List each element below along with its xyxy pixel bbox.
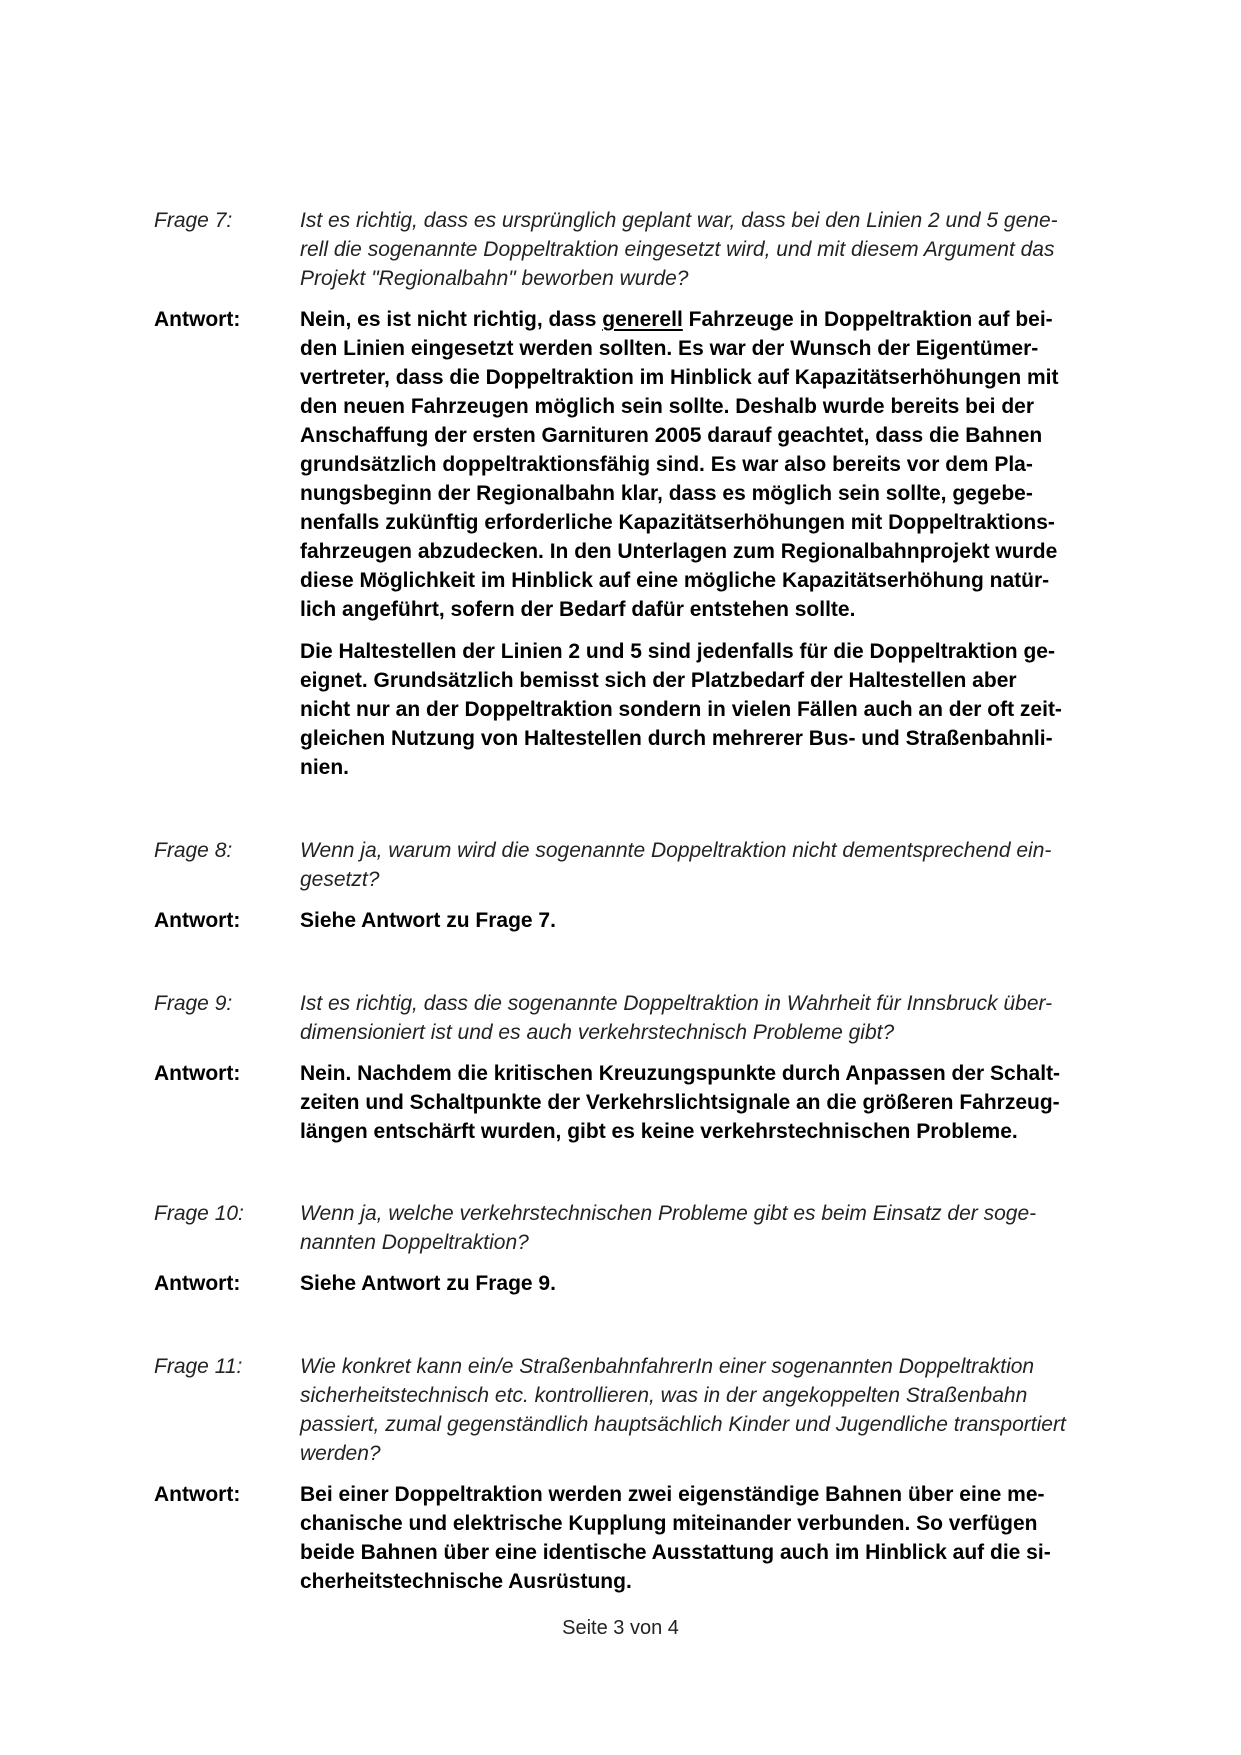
question-line: Wie konkret kann ein/e StraßenbahnfahrerIn einer sogenannten Doppeltraktion: [300, 1355, 1035, 1378]
answer-line: längen entschärft wurden, gibt es keine verkehrstechnischen Probleme.: [300, 1120, 1018, 1143]
answer-line: nungsbeginn der Regionalbahn klar, dass es möglich sein sollte, gegebe-: [300, 482, 1033, 505]
answer-line: den Linien eingesetzt werden sollten. Es war der Wunsch der Eigentümer-: [300, 337, 1039, 360]
answer-line: vertreter, dass die Doppeltraktion im Hinblick auf Kapazitätserhöhungen mit: [300, 366, 1059, 389]
answer-line: nicht nur an der Doppeltraktion sondern in vielen Fällen auch an der oft zeit-: [300, 698, 1062, 721]
answer-text: [300, 1059, 1130, 1146]
underlined-emphasis: generell: [602, 308, 683, 331]
question-line: werden?: [300, 1442, 381, 1465]
answer-label: Antwort:: [154, 308, 241, 331]
question-line: sicherheitstechnisch etc. kontrollieren, was in der angekoppelten Straßenbahn: [300, 1384, 1028, 1407]
answer-line: cherheitstechnische Ausrüstung.: [300, 1570, 632, 1593]
answer-text: [300, 637, 1130, 782]
question-label: Frage 10:: [154, 1202, 244, 1225]
answer-line: zeiten und Schaltpunkte der Verkehrslichtsignale an die größeren Fahrzeug-: [300, 1091, 1060, 1114]
answer-line: den neuen Fahrzeugen möglich sein sollte. Deshalb wurde bereits bei der: [300, 395, 1034, 418]
question-line: Wenn ja, warum wird die sogenannte Doppeltraktion nicht dementsprechend ein-: [300, 839, 1052, 862]
question-line: gesetzt?: [300, 868, 380, 891]
answer-line: Siehe Antwort zu Frage 7.: [300, 909, 556, 932]
answer-line: gleichen Nutzung von Haltestellen durch mehrerer Bus- und Straßenbahnli-: [300, 727, 1053, 750]
question-text: [300, 1352, 1130, 1468]
question-text: [300, 1199, 1130, 1257]
question-line: Projekt "Regionalbahn" beworben wurde?: [300, 267, 689, 290]
answer-line: Anschaffung der ersten Garnituren 2005 darauf geachtet, dass die Bahnen: [300, 424, 1043, 447]
answer-label: Antwort:: [154, 909, 241, 932]
question-line: Ist es richtig, dass die sogenannte Doppeltraktion in Wahrheit für Innsbruck über-: [300, 992, 1053, 1015]
answer-line: nien.: [300, 756, 350, 779]
question-line: Wenn ja, welche verkehrstechnischen Probleme gibt es beim Einsatz der soge-: [300, 1202, 1037, 1225]
answer-line: eignet. Grundsätzlich bemisst sich der Platzbedarf der Haltestellen aber: [300, 669, 1017, 692]
question-text: [300, 206, 1130, 293]
question-label: Frage 11:: [154, 1355, 243, 1378]
answer-line: Siehe Antwort zu Frage 9.: [300, 1272, 556, 1295]
answer-line-end: Fahrzeuge in Doppeltraktion auf bei-: [682, 308, 1053, 331]
answer-line: fahrzeugen abzudecken. In den Unterlagen zum Regionalbahnprojekt wurde: [300, 540, 1058, 563]
answer-text: [300, 1480, 1130, 1596]
page-number-footer: Seite 3 von 4: [562, 1617, 679, 1639]
answer-line-start: Nein, es ist nicht richtig, dass: [300, 308, 603, 331]
question-line: Ist es richtig, dass es ursprünglich geplant war, dass bei den Linien 2 und 5 gene-: [300, 209, 1058, 232]
answer-line: chanische und elektrische Kupplung miteinander verbunden. So verfügen: [300, 1512, 1038, 1535]
answer-line: grundsätzlich doppeltraktionsfähig sind. Es war also bereits vor dem Pla-: [300, 453, 1033, 476]
answer-line: nenfalls zukünftig erforderliche Kapazitätserhöhungen mit Doppeltraktions-: [300, 511, 1055, 534]
question-line: dimensioniert ist und es auch verkehrstechnisch Probleme gibt?: [300, 1021, 895, 1044]
answer-label: Antwort:: [154, 1483, 241, 1506]
answer-line: Bei einer Doppeltraktion werden zwei eigenständige Bahnen über eine me-: [300, 1483, 1045, 1506]
answer-line: Die Haltestellen der Linien 2 und 5 sind jedenfalls für die Doppeltraktion ge-: [300, 640, 1055, 663]
question-text: [300, 836, 1130, 894]
answer-line: lich angeführt, sofern der Bedarf dafür entstehen sollte.: [300, 598, 856, 621]
answer-label: Antwort:: [154, 1062, 241, 1085]
question-text: [300, 989, 1130, 1047]
answer-text: [300, 906, 1130, 935]
answer-line: [300, 305, 1130, 334]
question-label: Frage 7:: [154, 209, 233, 232]
question-label: Frage 8:: [154, 839, 233, 862]
answer-line: beide Bahnen über eine identische Ausstattung auch im Hinblick auf die si-: [300, 1541, 1051, 1564]
answer-text: [300, 305, 1130, 624]
answer-text: [300, 1269, 1130, 1298]
question-line: passiert, zumal gegenständlich hauptsächlich Kinder und Jugendliche transportiert: [300, 1413, 1066, 1436]
answer-line: Nein. Nachdem die kritischen Kreuzungspunkte durch Anpassen der Schalt-: [300, 1062, 1061, 1085]
answer-label: Antwort:: [154, 1272, 241, 1295]
question-line: rell die sogenannte Doppeltraktion eingesetzt wird, und mit diesem Argument das: [300, 238, 1055, 261]
question-label: Frage 9:: [154, 992, 233, 1015]
question-line: nannten Doppeltraktion?: [300, 1231, 529, 1254]
answer-line: diese Möglichkeit im Hinblick auf eine mögliche Kapazitätserhöhung natür-: [300, 569, 1050, 592]
